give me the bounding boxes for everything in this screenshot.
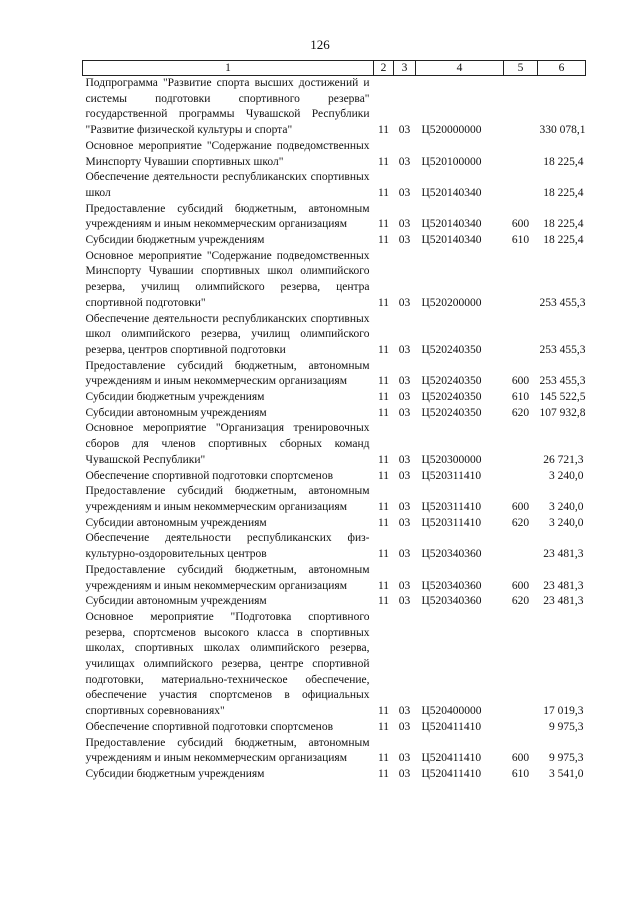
row-subsection: 03 bbox=[398, 469, 411, 482]
column-header-expense: 5 bbox=[504, 61, 538, 76]
row-expense-type: 610 bbox=[511, 767, 530, 780]
table-row bbox=[83, 249, 586, 312]
row-section: 11 bbox=[377, 406, 390, 419]
table-row bbox=[83, 736, 586, 767]
row-target-code: Ц520240350 bbox=[421, 391, 482, 404]
table-row bbox=[83, 312, 586, 359]
table-row bbox=[83, 233, 586, 249]
row-name: Обеспечение спортивной подготовки спортсменов bbox=[85, 469, 334, 482]
table-row bbox=[83, 484, 586, 515]
row-expense-type bbox=[504, 720, 538, 736]
row-name: Подпрограмма "Развитие спорта высших достижений и системы подготовки спортивного резерва" государственной программы Чувашской Республики "Развитие физической культуры и спорта" bbox=[85, 77, 370, 137]
row-expense-type bbox=[504, 139, 538, 170]
row-section: 11 bbox=[377, 705, 390, 718]
table-row bbox=[83, 421, 586, 468]
row-target-code: Ц520200000 bbox=[421, 296, 482, 309]
table-row bbox=[83, 359, 586, 390]
table-row bbox=[83, 139, 586, 170]
row-amount: 107 932,8 bbox=[539, 406, 586, 419]
row-subsection: 03 bbox=[398, 453, 411, 466]
row-name: Субсидии автономным учреждениям bbox=[85, 516, 267, 529]
row-section: 11 bbox=[377, 548, 390, 561]
row-subsection: 03 bbox=[398, 391, 411, 404]
row-target-code: Ц520311410 bbox=[421, 516, 482, 529]
row-expense-type bbox=[504, 531, 538, 562]
row-name: Субсидии бюджетным учреждениям bbox=[85, 767, 265, 780]
row-amount: 3 541,0 bbox=[549, 767, 584, 780]
row-target-code: Ц520100000 bbox=[421, 155, 482, 168]
row-name: Предоставление субсидий бюджетным, автономным учреждениям и иным некоммерческим организациям bbox=[85, 202, 370, 231]
row-target-code: Ц520140340 bbox=[421, 218, 482, 231]
row-section: 11 bbox=[377, 234, 390, 247]
row-subsection: 03 bbox=[398, 234, 411, 247]
row-subsection: 03 bbox=[398, 124, 411, 137]
row-target-code: Ц520311410 bbox=[421, 500, 482, 513]
table-row bbox=[83, 531, 586, 562]
row-section: 11 bbox=[377, 155, 390, 168]
row-subsection: 03 bbox=[398, 218, 411, 231]
row-name: Субсидии бюджетным учреждениям bbox=[85, 391, 265, 404]
table-row bbox=[83, 170, 586, 201]
row-subsection: 03 bbox=[398, 500, 411, 513]
row-expense-type: 600 bbox=[511, 579, 530, 592]
table-row bbox=[83, 469, 586, 485]
budget-table bbox=[82, 60, 586, 783]
row-section: 11 bbox=[377, 767, 390, 780]
row-target-code: Ц520240350 bbox=[421, 375, 482, 388]
table-header bbox=[83, 61, 586, 76]
row-amount: 253 455,3 bbox=[539, 296, 586, 309]
row-section: 11 bbox=[377, 595, 390, 608]
row-expense-type bbox=[504, 170, 538, 201]
row-target-code: Ц520411410 bbox=[421, 752, 482, 765]
row-name: Предоставление субсидий бюджетным, автономным учреждениям и иным некоммерческим организациям bbox=[85, 359, 370, 388]
row-target-code: Ц520411410 bbox=[421, 767, 482, 780]
row-amount: 9 975,3 bbox=[549, 720, 584, 733]
row-amount: 23 481,3 bbox=[543, 595, 584, 608]
row-target-code: Ц520340360 bbox=[421, 548, 482, 561]
row-expense-type bbox=[504, 610, 538, 720]
column-header-amount: 6 bbox=[538, 61, 586, 76]
row-subsection: 03 bbox=[398, 752, 411, 765]
row-target-code: Ц520140340 bbox=[421, 234, 482, 247]
row-expense-type bbox=[504, 76, 538, 139]
row-target-code: Ц520240350 bbox=[421, 406, 482, 419]
table-row bbox=[83, 76, 586, 139]
column-header-section: 2 bbox=[374, 61, 394, 76]
row-amount: 3 240,0 bbox=[549, 469, 584, 482]
row-subsection: 03 bbox=[398, 516, 411, 529]
row-section: 11 bbox=[377, 469, 390, 482]
row-target-code: Ц520240350 bbox=[421, 343, 482, 356]
row-name: Основное мероприятие "Содержание подведомственных Минспорту Чувашии спортивных школ олимпийского резерва, училищ олимпийского резерва, центра спортивной подготовки" bbox=[85, 249, 370, 309]
row-name: Субсидии автономным учреждениям bbox=[85, 595, 267, 608]
row-section: 11 bbox=[377, 186, 390, 199]
row-subsection: 03 bbox=[398, 579, 411, 592]
row-amount: 9 975,3 bbox=[549, 752, 584, 765]
row-section: 11 bbox=[377, 453, 390, 466]
row-target-code: Ц520340360 bbox=[421, 579, 482, 592]
row-subsection: 03 bbox=[398, 705, 411, 718]
row-amount: 17 019,3 bbox=[543, 705, 584, 718]
table-row bbox=[83, 767, 586, 783]
row-subsection: 03 bbox=[398, 375, 411, 388]
table-row bbox=[83, 390, 586, 406]
row-expense-type: 600 bbox=[511, 375, 530, 388]
row-section: 11 bbox=[377, 720, 390, 733]
column-header-target: 4 bbox=[416, 61, 504, 76]
row-expense-type: 600 bbox=[511, 752, 530, 765]
row-expense-type: 600 bbox=[511, 218, 530, 231]
row-expense-type: 620 bbox=[511, 406, 530, 419]
row-subsection: 03 bbox=[398, 548, 411, 561]
row-subsection: 03 bbox=[398, 595, 411, 608]
row-section: 11 bbox=[377, 391, 390, 404]
row-amount: 330 078,1 bbox=[539, 124, 586, 137]
row-expense-type bbox=[504, 469, 538, 485]
row-subsection: 03 bbox=[398, 155, 411, 168]
row-section: 11 bbox=[377, 218, 390, 231]
row-target-code: Ц520400000 bbox=[421, 705, 482, 718]
row-section: 11 bbox=[377, 124, 390, 137]
page-number: 126 bbox=[310, 37, 330, 52]
row-section: 11 bbox=[377, 516, 390, 529]
row-amount: 18 225,4 bbox=[543, 218, 584, 231]
row-target-code: Ц520300000 bbox=[421, 453, 482, 466]
row-section: 11 bbox=[377, 375, 390, 388]
row-name: Обеспечение деятельности республиканских спортивных школ bbox=[85, 171, 370, 199]
row-name: Обеспечение деятельности республиканских спортивных школ олимпийского резерва, училищ олимпийского резерва, центров спортивной подготовки bbox=[85, 312, 370, 356]
row-name: Основное мероприятие "Содержание подведомственных Минспорту Чувашии спортивных школ" bbox=[85, 139, 370, 168]
row-section: 11 bbox=[377, 579, 390, 592]
row-target-code: Ц520140340 bbox=[421, 186, 482, 199]
row-expense-type bbox=[504, 312, 538, 359]
column-header-subsection: 3 bbox=[394, 61, 416, 76]
row-name: Основное мероприятие "Подготовка спортивного резерва, спортсменов высокого класса в спортивных школах, спортивных школах олимпийского резерва, училищах олимпийского резерва, центре спортивной подготовки, материально-техническое обеспечение, обеспечение участия спортсменов в официальных спортивных соревнованиях" bbox=[85, 610, 370, 718]
row-name: Обеспечение спортивной подготовки спортсменов bbox=[85, 720, 334, 733]
row-section: 11 bbox=[377, 500, 390, 513]
row-expense-type: 610 bbox=[511, 234, 530, 247]
table-row bbox=[83, 720, 586, 736]
row-expense-type: 600 bbox=[511, 500, 530, 513]
column-header-name: 1 bbox=[83, 61, 374, 76]
row-amount: 253 455,3 bbox=[539, 343, 586, 356]
row-section: 11 bbox=[377, 296, 390, 309]
row-name: Обеспечение деятельности республиканских физкультурно-оздоровительных центров bbox=[85, 532, 370, 561]
table-row bbox=[83, 563, 586, 594]
row-amount: 3 240,0 bbox=[549, 500, 584, 513]
row-amount: 18 225,4 bbox=[543, 186, 584, 199]
row-amount: 3 240,0 bbox=[549, 516, 584, 529]
row-expense-type: 620 bbox=[511, 595, 530, 608]
row-subsection: 03 bbox=[398, 720, 411, 733]
row-name: Субсидии бюджетным учреждениям bbox=[85, 234, 265, 247]
row-amount: 145 522,5 bbox=[539, 391, 586, 404]
row-name: Основное мероприятие "Организация тренировочных сборов для членов спортивных сборных команд Чувашской Республики" bbox=[85, 422, 370, 466]
row-subsection: 03 bbox=[398, 406, 411, 419]
table-row bbox=[83, 202, 586, 233]
table-row bbox=[83, 406, 586, 422]
row-name: Предоставление субсидий бюджетным, автономным учреждениям и иным некоммерческим организациям bbox=[85, 563, 370, 592]
table-row bbox=[83, 594, 586, 610]
row-section: 11 bbox=[377, 752, 390, 765]
row-amount: 253 455,3 bbox=[539, 375, 586, 388]
row-name: Предоставление субсидий бюджетным, автономным учреждениям и иным некоммерческим организациям bbox=[85, 485, 370, 513]
row-amount: 18 225,4 bbox=[543, 155, 584, 168]
row-amount: 23 481,3 bbox=[543, 579, 584, 592]
row-target-code: Ц520000000 bbox=[421, 124, 482, 137]
row-target-code: Ц520340360 bbox=[421, 595, 482, 608]
row-amount: 26 721,3 bbox=[543, 453, 584, 466]
row-subsection: 03 bbox=[398, 343, 411, 356]
row-subsection: 03 bbox=[398, 767, 411, 780]
row-name: Предоставление субсидий бюджетным, автономным учреждениям и иным некоммерческим организациям bbox=[85, 736, 370, 765]
row-subsection: 03 bbox=[398, 296, 411, 309]
row-amount: 23 481,3 bbox=[543, 548, 584, 561]
row-expense-type bbox=[504, 249, 538, 312]
row-subsection: 03 bbox=[398, 186, 411, 199]
table-body bbox=[83, 76, 586, 783]
row-name: Субсидии автономным учреждениям bbox=[85, 406, 267, 419]
row-expense-type: 610 bbox=[511, 391, 530, 404]
row-target-code: Ц520411410 bbox=[421, 720, 482, 733]
row-expense-type: 620 bbox=[511, 516, 530, 529]
table-row bbox=[83, 610, 586, 720]
row-section: 11 bbox=[377, 343, 390, 356]
table-row bbox=[83, 516, 586, 532]
row-expense-type bbox=[504, 421, 538, 468]
row-amount: 18 225,4 bbox=[543, 234, 584, 247]
row-target-code: Ц520311410 bbox=[421, 469, 482, 482]
